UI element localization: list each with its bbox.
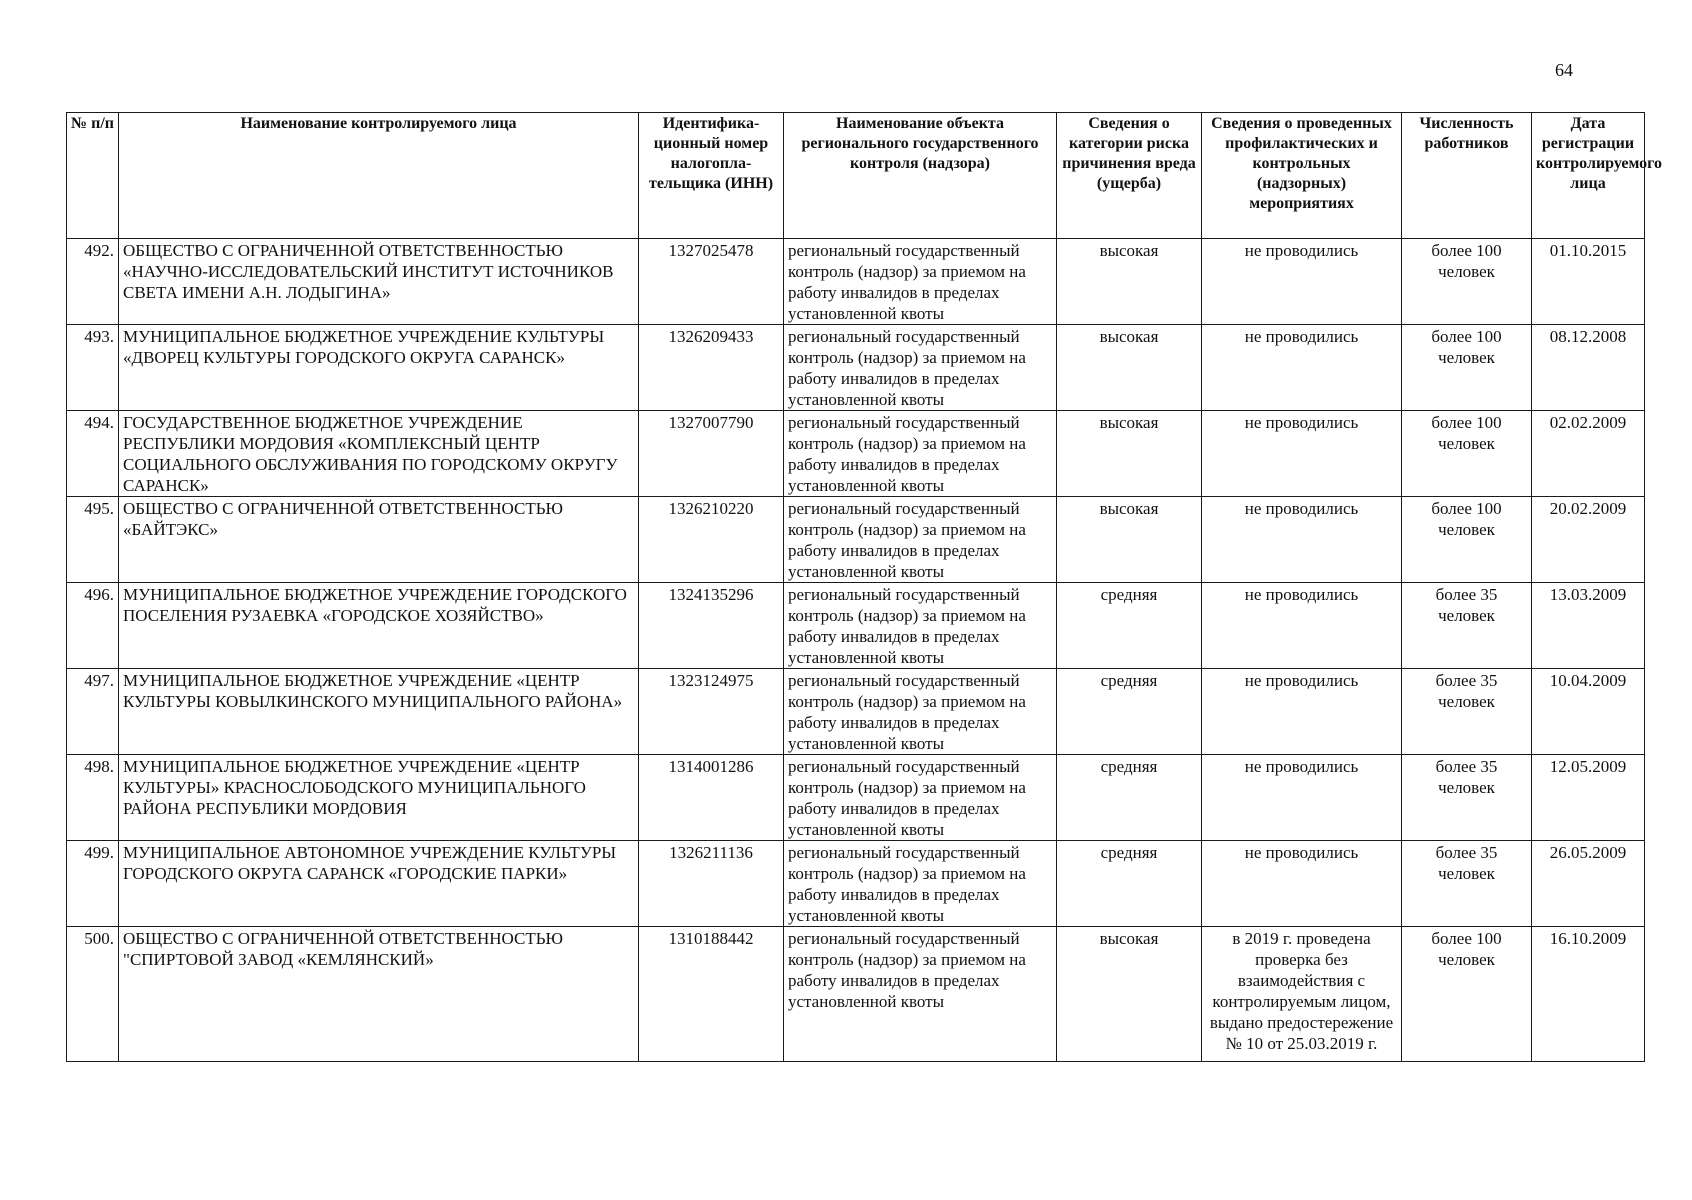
cell-num: 492. — [67, 239, 119, 325]
table-row — [67, 755, 1645, 841]
header-measures: Сведения о проведенных профилактических и контрольных (надзорных) мероприятиях — [1202, 113, 1402, 239]
table-body — [67, 239, 1645, 1062]
cell-measures: не проводились — [1202, 497, 1402, 583]
header-num: № п/п — [67, 113, 119, 239]
cell-date: 08.12.2008 — [1532, 325, 1645, 411]
page-number: 64 — [1555, 60, 1573, 80]
table-row — [67, 841, 1645, 927]
cell-num: 493. — [67, 325, 119, 411]
cell-inn: 1326209433 — [639, 325, 784, 411]
table-row — [67, 325, 1645, 411]
cell-date: 02.02.2009 — [1532, 411, 1645, 497]
cell-num: 494. — [67, 411, 119, 497]
cell-num: 500. — [67, 927, 119, 1062]
cell-name: МУНИЦИПАЛЬНОЕ БЮДЖЕТНОЕ УЧРЕЖДЕНИЕ «ЦЕНТР КУЛЬТУРЫ» КРАСНОСЛОБОДСКОГО МУНИЦИПАЛЬНОГО РАЙОНА РЕСПУБЛИКИ МОРДОВИЯ — [119, 755, 639, 841]
cell-name: ОБЩЕСТВО С ОГРАНИЧЕННОЙ ОТВЕТСТВЕННОСТЬЮ "СПИРТОВОЙ ЗАВОД «КЕМЛЯНСКИЙ» — [119, 927, 639, 1062]
cell-staff: более 100 человек — [1402, 325, 1532, 411]
cell-name: ГОСУДАРСТВЕННОЕ БЮДЖЕТНОЕ УЧРЕЖДЕНИЕ РЕСПУБЛИКИ МОРДОВИЯ «КОМПЛЕКСНЫЙ ЦЕНТР СОЦИАЛЬНОГО ОБСЛУЖИВАНИЯ ПО ГОРОДСКОМУ ОКРУГУ САРАНСК» — [119, 411, 639, 497]
cell-name: ОБЩЕСТВО С ОГРАНИЧЕННОЙ ОТВЕТСТВЕННОСТЬЮ «БАЙТЭКС» — [119, 497, 639, 583]
header-row — [67, 113, 1645, 239]
cell-inn: 1310188442 — [639, 927, 784, 1062]
cell-risk: высокая — [1057, 325, 1202, 411]
header-inn: Идентифика-ционный номер налогопла-тельщика (ИНН) — [639, 113, 784, 239]
cell-name: МУНИЦИПАЛЬНОЕ БЮДЖЕТНОЕ УЧРЕЖДЕНИЕ ГОРОДСКОГО ПОСЕЛЕНИЯ РУЗАЕВКА «ГОРОДСКОЕ ХОЗЯЙСТВО» — [119, 583, 639, 669]
cell-object: региональный государственный контроль (надзор) за приемом на работу инвалидов в пределах установленной квоты — [784, 669, 1057, 755]
cell-date: 13.03.2009 — [1532, 583, 1645, 669]
cell-measures: не проводились — [1202, 583, 1402, 669]
cell-num: 498. — [67, 755, 119, 841]
cell-name: МУНИЦИПАЛЬНОЕ АВТОНОМНОЕ УЧРЕЖДЕНИЕ КУЛЬТУРЫ ГОРОДСКОГО ОКРУГА САРАНСК «ГОРОДСКИЕ ПАРКИ» — [119, 841, 639, 927]
cell-measures: в 2019 г. проведена проверка без взаимодействия с контролируемым лицом, выдано предостережение № 10 от 25.03.2019 г. — [1202, 927, 1402, 1062]
cell-object: региональный государственный контроль (надзор) за приемом на работу инвалидов в пределах установленной квоты — [784, 755, 1057, 841]
cell-measures: не проводились — [1202, 755, 1402, 841]
cell-date: 20.02.2009 — [1532, 497, 1645, 583]
cell-date: 26.05.2009 — [1532, 841, 1645, 927]
cell-date: 16.10.2009 — [1532, 927, 1645, 1062]
cell-staff: более 35 человек — [1402, 841, 1532, 927]
cell-staff: более 100 человек — [1402, 927, 1532, 1062]
table-row — [67, 669, 1645, 755]
header-date: Дата регистрации контролируемого лица — [1532, 113, 1645, 239]
cell-inn: 1326211136 — [639, 841, 784, 927]
cell-risk: средняя — [1057, 583, 1202, 669]
table-row — [67, 927, 1645, 1062]
registry-table — [66, 112, 1663, 1062]
cell-inn: 1326210220 — [639, 497, 784, 583]
cell-staff: более 35 человек — [1402, 583, 1532, 669]
header-object: Наименование объекта регионального государственного контроля (надзора) — [784, 113, 1057, 239]
cell-inn: 1323124975 — [639, 669, 784, 755]
cell-risk: высокая — [1057, 497, 1202, 583]
cell-object: региональный государственный контроль (надзор) за приемом на работу инвалидов в пределах установленной квоты — [784, 841, 1057, 927]
table-row — [67, 411, 1645, 497]
cell-inn: 1314001286 — [639, 755, 784, 841]
cell-date: 12.05.2009 — [1532, 755, 1645, 841]
cell-num: 496. — [67, 583, 119, 669]
cell-num: 495. — [67, 497, 119, 583]
cell-num: 497. — [67, 669, 119, 755]
cell-name: МУНИЦИПАЛЬНОЕ БЮДЖЕТНОЕ УЧРЕЖДЕНИЕ «ЦЕНТР КУЛЬТУРЫ КОВЫЛКИНСКОГО МУНИЦИПАЛЬНОГО РАЙОНА» — [119, 669, 639, 755]
table-row — [67, 497, 1645, 583]
table-row — [67, 239, 1645, 325]
cell-object: региональный государственный контроль (надзор) за приемом на работу инвалидов в пределах установленной квоты — [784, 239, 1057, 325]
cell-date: 10.04.2009 — [1532, 669, 1645, 755]
cell-risk: средняя — [1057, 841, 1202, 927]
cell-num: 499. — [67, 841, 119, 927]
cell-risk: высокая — [1057, 927, 1202, 1062]
cell-staff: более 100 человек — [1402, 411, 1532, 497]
cell-risk: средняя — [1057, 755, 1202, 841]
header-name: Наименование контролируемого лица — [119, 113, 639, 239]
cell-measures: не проводились — [1202, 239, 1402, 325]
cell-measures: не проводились — [1202, 841, 1402, 927]
cell-object: региональный государственный контроль (надзор) за приемом на работу инвалидов в пределах установленной квоты — [784, 583, 1057, 669]
cell-measures: не проводились — [1202, 325, 1402, 411]
cell-measures: не проводились — [1202, 669, 1402, 755]
cell-inn: 1327007790 — [639, 411, 784, 497]
cell-staff: более 35 человек — [1402, 755, 1532, 841]
table-row — [67, 583, 1645, 669]
cell-date: 01.10.2015 — [1532, 239, 1645, 325]
cell-risk: высокая — [1057, 239, 1202, 325]
cell-staff: более 35 человек — [1402, 669, 1532, 755]
header-staff: Численность работников — [1402, 113, 1532, 239]
cell-risk: высокая — [1057, 411, 1202, 497]
cell-object: региональный государственный контроль (надзор) за приемом на работу инвалидов в пределах установленной квоты — [784, 497, 1057, 583]
cell-staff: более 100 человек — [1402, 239, 1532, 325]
cell-risk: средняя — [1057, 669, 1202, 755]
cell-name: МУНИЦИПАЛЬНОЕ БЮДЖЕТНОЕ УЧРЕЖДЕНИЕ КУЛЬТУРЫ «ДВОРЕЦ КУЛЬТУРЫ ГОРОДСКОГО ОКРУГА САРАНСК» — [119, 325, 639, 411]
cell-inn: 1327025478 — [639, 239, 784, 325]
cell-measures: не проводились — [1202, 411, 1402, 497]
cell-staff: более 100 человек — [1402, 497, 1532, 583]
cell-object: региональный государственный контроль (надзор) за приемом на работу инвалидов в пределах установленной квоты — [784, 411, 1057, 497]
cell-object: региональный государственный контроль (надзор) за приемом на работу инвалидов в пределах установленной квоты — [784, 927, 1057, 1062]
cell-inn: 1324135296 — [639, 583, 784, 669]
cell-object: региональный государственный контроль (надзор) за приемом на работу инвалидов в пределах установленной квоты — [784, 325, 1057, 411]
header-risk: Сведения о категории риска причинения вреда (ущерба) — [1057, 113, 1202, 239]
cell-name: ОБЩЕСТВО С ОГРАНИЧЕННОЙ ОТВЕТСТВЕННОСТЬЮ «НАУЧНО-ИССЛЕДОВАТЕЛЬСКИЙ ИНСТИТУТ ИСТОЧНИКОВ СВЕТА ИМЕНИ А.Н. ЛОДЫГИНА» — [119, 239, 639, 325]
